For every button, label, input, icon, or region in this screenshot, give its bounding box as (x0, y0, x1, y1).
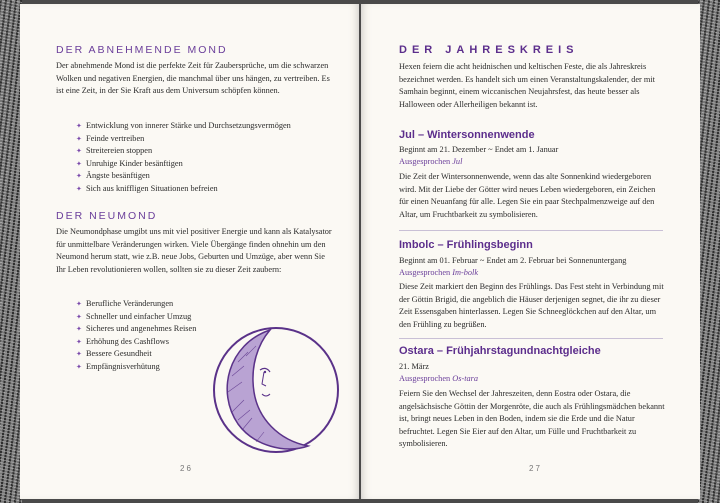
festival-dates: 21. März (399, 362, 429, 371)
list-item: ✦ Schneller und einfacher Umzug (76, 311, 196, 324)
festival-dates: Beginnt am 21. Dezember ~ Endet am 1. Januar (399, 145, 559, 154)
list-item: ✦ Erhöhung des Cashflows (76, 336, 196, 349)
pronunciation-word: Im-bolk (452, 268, 479, 277)
festival-text: Die Zeit der Wintersonnenwende, wenn das alte Sonnenkind wiedergeboren wird. Mit der Liebe der Götter wird neues Leben wiedergeboren, ein Zeichen für einen Neuanfang für alle. Legen Sie ein paar Stechpalmenzweige auf den Altar, um Fruchtbarkeit zu symbolisieren. (399, 172, 656, 219)
list-item: ✦ Unruhige Kinder besänftigen (76, 158, 291, 171)
page-number: 26 (180, 464, 193, 473)
new-moon-list (76, 298, 196, 373)
page-number: 27 (529, 464, 542, 473)
list-item: ✦ Streitereien stoppen (76, 145, 291, 158)
left-page-edge (0, 0, 22, 503)
list-item: ✦ Berufliche Veränderungen (76, 298, 196, 311)
festival-text: Feiern Sie den Wechsel der Jahreszeiten, denn Eostra oder Ostara, die angelsächsische Göttin der Morgenröte, die auch als Frühlingsmädchen bekannt ist, bringt neues Leben in den Boden, indem sie die Erde und die Natur befruchtet. Legen Sie Eier auf den Altar, um Fülle und Fruchtbarkeit zu symbolisieren. (399, 389, 665, 448)
pronunciation-label: Ausgesprochen (399, 157, 451, 166)
crescent-moon-face-icon (208, 322, 344, 458)
festival-title: Ostara – Frühjahrstagundnachtgleiche (399, 345, 601, 357)
new-moon-paragraph: Die Neumondphase umgibt uns mit viel positiver Energie und kann als Katalysator für unmittelbare Veränderungen wirken. Viele Übergänge finden ohnehin um den Neumond herum statt, wie z.B. neue Jobs, Geburten und Umzüge, aber wenn Sie Ihr Leben revolutionieren wollen, sollten sie zu dieser Zeit zaubern: (56, 227, 332, 274)
divider (399, 230, 663, 231)
pronunciation (399, 374, 478, 383)
festival-title: Imbolc – Frühlingsbeginn (399, 239, 533, 251)
list-item: ✦ Sicheres und angenehmes Reisen (76, 323, 196, 336)
list-item: ✦ Empfängnisverhütung (76, 361, 196, 374)
pronunciation (399, 268, 478, 277)
pronunciation-label: Ausgesprochen (399, 374, 451, 383)
pronunciation-word: Jul (452, 157, 463, 166)
divider (399, 338, 663, 339)
section-heading-new-moon: DER NEUMOND (56, 210, 158, 222)
festival-text: Diese Zeit markiert den Beginn des Frühlings. Das Fest steht in Verbindung mit der Göttin Brigid, die angeblich die Häuser derjenigen segnet, die ihr zu dieser Zeit Essensgaben hinterlassen. Legen Sie Schneeglöckchen auf den Altar, um den Frühling zu begrüßen. (399, 282, 664, 329)
list-item: ✦ Sich aus kniffligen Situationen befreien (76, 183, 291, 196)
pronunciation-word: Os-tara (452, 374, 479, 383)
left-page (20, 4, 359, 499)
intro-paragraph: Hexen feiern die acht heidnischen und keltischen Feste, die als Jahreskreis bezeichnet werden. Es handelt sich um einen Veranstaltungskalender, der mit Samhain beginnt, einem wiccanischen Neujahrsfest, das heute besser als Halloween oder Allerheiligen bekannt ist. (399, 62, 655, 109)
list-item: ✦ Bessere Gesundheit (76, 348, 196, 361)
pronunciation (399, 157, 462, 166)
list-item: ✦ Ängste besänftigen (76, 170, 291, 183)
section-heading-waning-moon: DER ABNEHMENDE MOND (56, 44, 228, 56)
pronunciation-label: Ausgesprochen (399, 268, 451, 277)
festival-title: Jul – Wintersonnenwende (399, 129, 535, 141)
list-item: ✦ Entwicklung von innerer Stärke und Durchsetzungsvermögen (76, 120, 291, 133)
waning-moon-list (76, 120, 291, 195)
right-page-edge (698, 0, 720, 503)
right-page (361, 4, 700, 499)
festival-dates: Beginnt am 01. Februar ~ Endet am 2. Februar bei Sonnenuntergang (399, 256, 627, 265)
page-title: DER JAHRESKREIS (399, 44, 579, 56)
waning-moon-paragraph: Der abnehmende Mond ist die perfekte Zeit für Zaubersprüche, um die schwarzen Wolken und negativen Energien, die manchmal über uns hängen, zu vertreiben. Es ist eine Zeit, in der Sie Kraft aus dem Universum schöpfen können. (56, 61, 330, 95)
list-item: ✦ Feinde vertreiben (76, 133, 291, 146)
